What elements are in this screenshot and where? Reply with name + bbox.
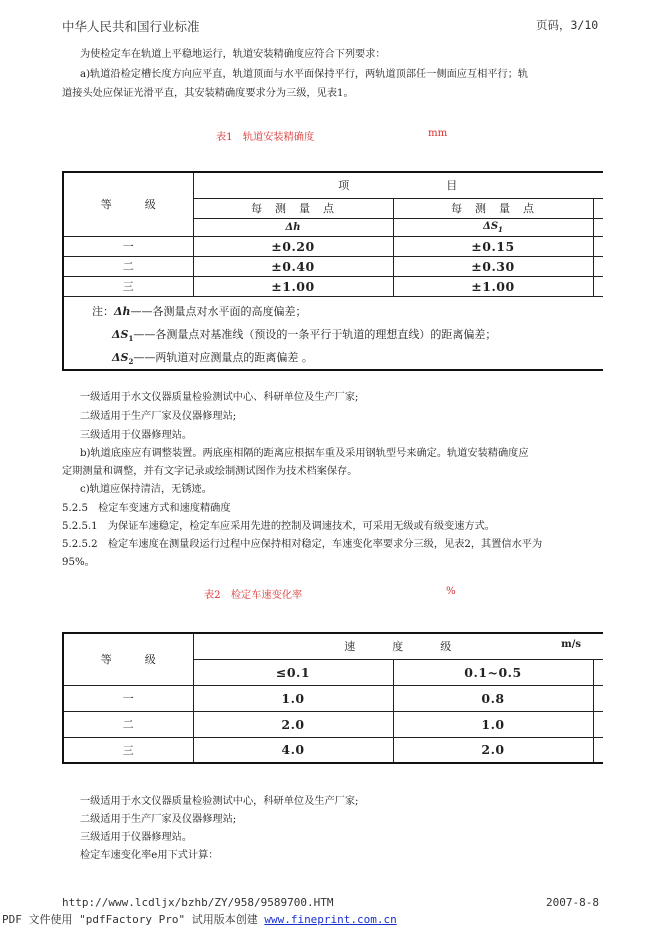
- intro-line-1: 为使检定车在轨道上平稳地运行，轨道安装精确度应符合下列要求：: [80, 49, 386, 60]
- formula-intro: 检定车速变化率e用下式计算：: [80, 850, 219, 861]
- table2: [62, 632, 603, 764]
- table1-unit: mm: [428, 128, 448, 139]
- table1-col1-header: 每 测 量 点: [193, 198, 393, 218]
- table1-grade-header: 等 级: [63, 172, 193, 236]
- table-row: 二 2.0 1.0: [63, 711, 603, 737]
- table1-caption: 表1 轨道安装精确度: [216, 132, 315, 143]
- page-number: 页码，3/10: [536, 18, 599, 32]
- item-b-line2: 定期测量和调整，并有文字记录或绘制测试图作为技术档案保存。: [62, 466, 358, 477]
- section-5-2-5-1: 5.2.5.1 为保证车速稳定，检定车应采用先进的控制及调速技术，可采用无级或有级变速方式。: [62, 521, 495, 532]
- item-b-line1: b)轨道底座应有调整装置。两底座相隔的距离应根据车重及采用钢轨型号来确定。轨道安装精确度应: [80, 448, 529, 459]
- intro-line-3: 道接头处应保证光滑平直，其安装精确度要求分为三级，见表1。: [62, 88, 354, 99]
- item-c: c)轨道应保持清洁，无锈迹。: [80, 484, 212, 495]
- table-row: 三 4.0 2.0: [63, 737, 603, 763]
- table1: [62, 171, 603, 371]
- section-5-2-5-2-line1: 5.2.5.2 检定车速度在测量段运行过程中应保持相对稳定，车速变化率要求分三级，见表2，其置信水平为: [62, 539, 543, 550]
- table1-col2-symbol: $\Delta S_1$: [393, 218, 593, 236]
- table2-col1-header: ≤0.1: [193, 659, 393, 685]
- table1-group-header: 项 目: [193, 172, 603, 198]
- table2-unit: %: [446, 586, 456, 597]
- grade1-applies-2: 一级适用于水文仪器质量检验测试中心，科研单位及生产厂家;: [80, 796, 359, 807]
- note-label: 注：: [92, 304, 114, 318]
- pdf-watermark-link[interactable]: www.fineprint.com.cn: [264, 913, 397, 926]
- table2-grade-header: 等 级: [63, 633, 193, 685]
- grade3-applies-2: 三级适用于仪器修理站。: [80, 832, 193, 843]
- section-5-2-5-2-line2: 95%。: [62, 557, 95, 568]
- table-row: 三 ±1.00 ±1.00: [63, 276, 603, 296]
- intro-line-2: a)轨道沿检定槽长度方向应平直，轨道顶面与水平面保持平行，两轨道顶部任一侧面应互相平行；轨: [80, 69, 529, 80]
- grade2-applies: 二级适用于生产厂家及仪器修理站;: [80, 411, 237, 422]
- table-row: 二 ±0.40 ±0.30: [63, 256, 603, 276]
- table1-col2-header: 每 测 量 点: [393, 198, 593, 218]
- table2-speed-unit: m/s: [561, 639, 582, 650]
- grade1-applies: 一级适用于水文仪器质量检验测试中心、科研单位及生产厂家;: [80, 392, 359, 403]
- table1-col1-symbol: Δh: [193, 218, 393, 236]
- table2-group-header: 速 度 级 m/s: [193, 633, 603, 659]
- table2-caption: 表2 检定车速变化率: [204, 590, 303, 601]
- pdf-watermark: PDF 文件使用 "pdfFactory Pro" 试用版本创建 www.fineprint.com.cn: [2, 913, 397, 926]
- document-title: 中华人民共和国行业标准: [62, 19, 200, 34]
- section-5-2-5: 5.2.5 检定车变速方式和速度精确度: [62, 503, 231, 514]
- table2-col2-header: 0.1~0.5: [393, 659, 593, 685]
- footer-url: http://www.lcdljx/bzhb/ZY/958/9589700.HTM: [62, 896, 334, 909]
- grade3-applies: 三级适用于仪器修理站。: [80, 430, 193, 441]
- grade2-applies-2: 二级适用于生产厂家及仪器修理站;: [80, 814, 237, 825]
- footer-date: 2007-8-8: [546, 896, 599, 909]
- table-row: 一 1.0 0.8: [63, 685, 603, 711]
- table-row: 一 ±0.20 ±0.15: [63, 236, 603, 256]
- table1-notes: 注：Δh——各测量点对水平面的高度偏差； $\Delta S_1——$各测量点对基准线（预设的一条平行于轨道的理想直线）的距离偏差； $\Delta S_2——$两轨道对应测量点的距离偏差 。: [63, 296, 603, 370]
